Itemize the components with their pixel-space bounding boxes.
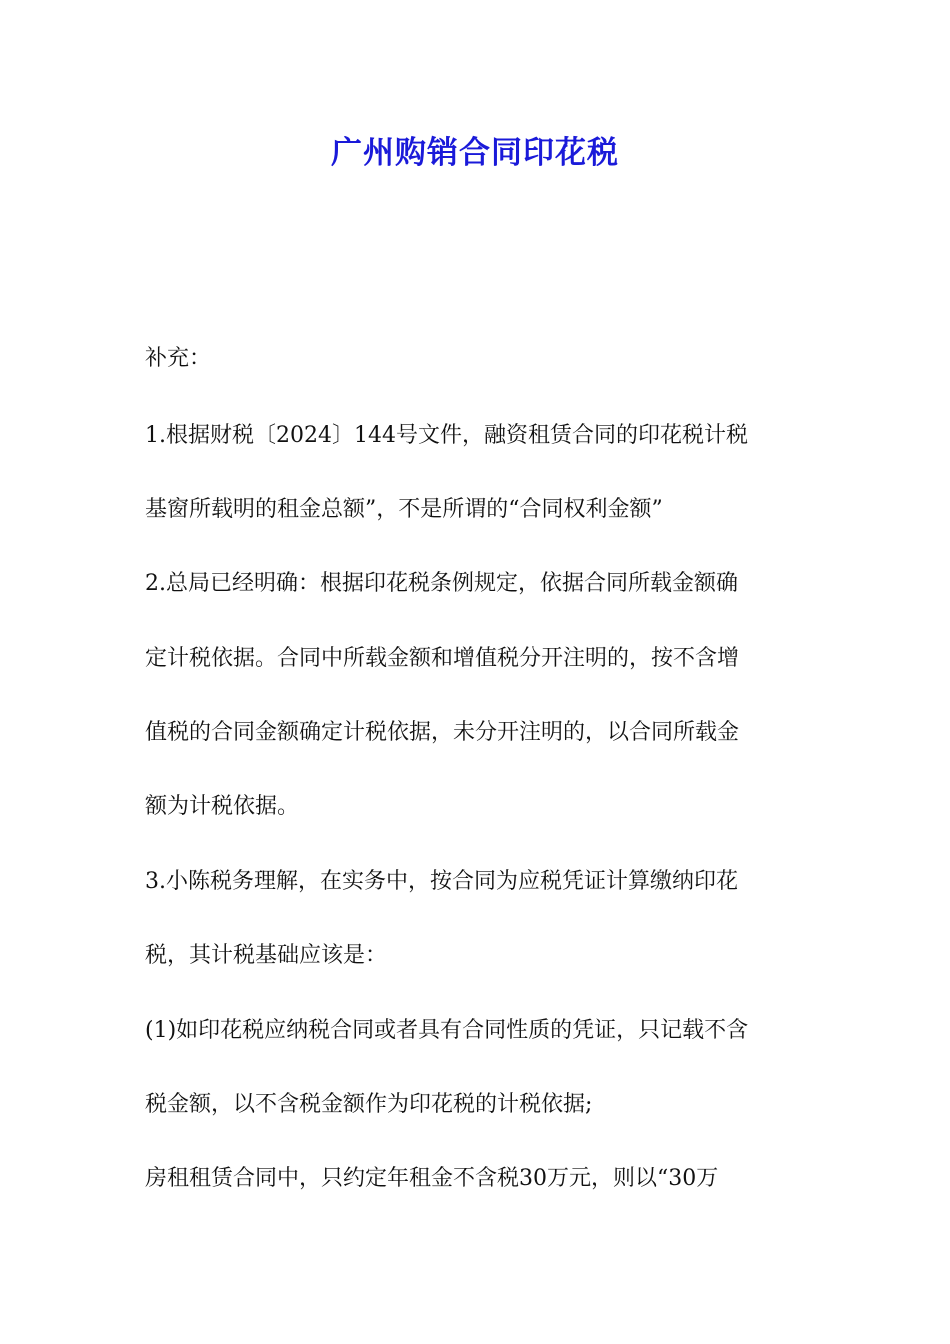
document-title: 广州购销合同印花税 xyxy=(331,135,619,171)
paragraph-line: 额为计税依据。 xyxy=(145,794,300,819)
paragraph-line: 基窗所载明的租金总额”，不是所谓的“合同权利金额” xyxy=(145,497,663,522)
paragraph-line: 1.根据财税〔2024〕144号文件，融资租赁合同的印花税计税 xyxy=(145,423,748,448)
paragraph-line: 2.总局已经明确：根据印花税条例规定，依据合同所载金额确 xyxy=(145,571,738,596)
paragraph-line: 定计税依据。合同中所载金额和增值税分开注明的，按不含增 xyxy=(145,646,740,671)
paragraph-line: 补充： xyxy=(145,346,212,371)
paragraph-line: 房租租赁合同中，只约定年租金不含税30万元，则以“30万 xyxy=(145,1166,719,1191)
paragraph-line: (1)如印花税应纳税合同或者具有合同性质的凭证，只记载不含 xyxy=(145,1018,749,1043)
paragraph-line: 值税的合同金额确定计税依据，未分开注明的，以合同所载金 xyxy=(145,720,740,745)
paragraph-line: 税金额，以不含税金额作为印花税的计税依据; xyxy=(145,1092,593,1117)
paragraph-line: 3.小陈税务理解，在实务中，按合同为应税凭证计算缴纳印花 xyxy=(145,869,738,894)
paragraph-line: 税，其计税基础应该是： xyxy=(145,943,388,968)
